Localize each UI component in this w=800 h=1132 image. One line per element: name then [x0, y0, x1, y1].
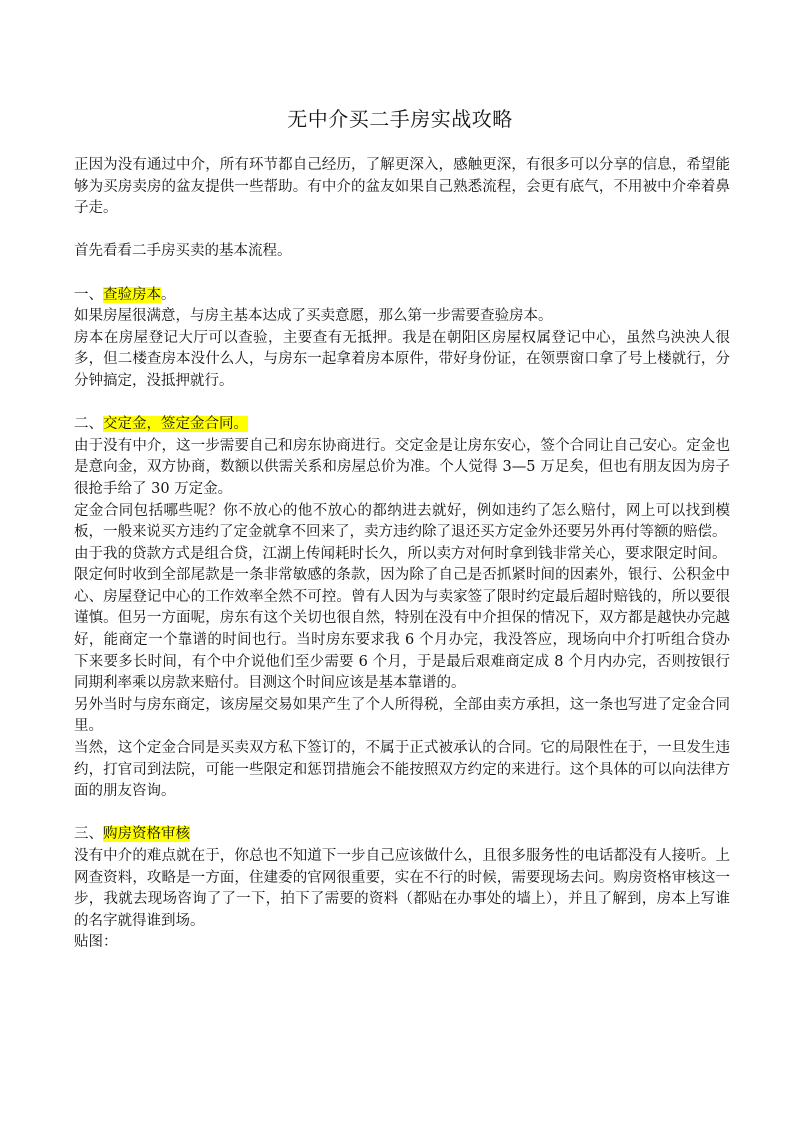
blank-line [74, 220, 730, 242]
section-number: 三、 [74, 826, 103, 843]
section-heading-1 [74, 285, 730, 307]
blank-line [74, 803, 730, 825]
section2-paragraph: 限定何时收到全部尾款是一条非常敏感的条款，因为除了自己是否抓紧时间的因素外，银行、公积金中心、房屋登记中心的工作效率全然不可控。曾有人因为与卖家签了限时约定最后超时赔钱的，所以要很谨慎。但另一方面呢，房东有这个关切也很自然，特别在没有中介担保的情况下，双方都是越快办完越好，能商定一个靠谱的时间也行。当时房东要求我 6 个月办完，我没答应，现场向中介打听组合贷办下来要多长时间，有个中介说他们至少需要 6 个月，于是最后艰难商定成 8 个月内办完，否则按银行同期利率乘以房款来赔付。目测这个时间应该是基本靠谱的。 [74, 567, 730, 692]
highlighted-heading: 购房资格审核 [103, 826, 190, 843]
section2-paragraph: 另外当时与房东商定，该房屋交易如果产生了个人所得税，全部由卖方承担，这一条也写进了定金合同里。 [74, 696, 730, 735]
section1-paragraph: 如果房屋很满意，与房主基本达成了买卖意愿，那么第一步需要查验房本。 [74, 308, 553, 325]
highlighted-heading: 查验房本 [103, 286, 161, 303]
document-body [74, 155, 730, 954]
blank-line [74, 393, 730, 415]
section2-paragraph: 由于没有中介，这一步需要自己和房东协商进行。交定金是让房东安心，签个合同让自己安心。定金也是意向金，双方协商，数额以供需关系和房屋总价为准。个人觉得 3—5 万足矣，但也有朋友因为房子很抢手给了 30 万定金。 [74, 437, 730, 497]
section3-paragraph: 贴图： [74, 934, 118, 951]
section2-paragraph: 当然，这个定金合同是买卖双方私下签订的，不属于正式被承认的合同。它的局限性在于，一旦发生违约，打官司到法院，可能一些限定和惩罚措施会不能按照双方约定的来进行。这个具体的可以向法律方面的朋友咨询。 [74, 740, 730, 800]
section3-paragraph: 没有中介的难点就在于，你总也不知道下一步自己应该做什么，且很多服务性的电话都没有人接听。上网查资料，攻略是一方面，住建委的官网很重要，实在不行的时候，需要现场去问。购房资格审核这一步，我就去现场咨询了了一下，拍下了需要的资料（都贴在办事处的墙上），并且了解到，房本上写谁的名字就得谁到场。 [74, 848, 730, 929]
heading-punctuation: 。 [161, 286, 176, 303]
section-number: 一、 [74, 286, 103, 303]
highlighted-heading: 交定金，签定金合同。 [103, 416, 248, 433]
section1-paragraph: 房本在房屋登记大厅可以查验，主要查有无抵押。我是在朝阳区房屋权属登记中心，虽然乌泱泱人很多，但二楼查房本没什么人，与房东一起拿着房本原件，带好身份证，在领票窗口拿了号上楼就行，分分钟搞定，没抵押就行。 [74, 329, 730, 389]
section-heading-2 [74, 414, 730, 436]
intro-paragraph: 正因为没有通过中介，所有环节都自己经历，了解更深入，感触更深，有很多可以分享的信息，希望能够为买房卖房的盆友提供一些帮助。有中介的盆友如果自己熟悉流程，会更有底气，不用被中介牵着鼻子走。 [74, 157, 730, 217]
section2-paragraph: 定金合同包括哪些呢？你不放心的他不放心的都纳进去就好，例如违约了怎么赔付，网上可以找到模板，一般来说买方违约了定金就拿不回来了，卖方违约除了退还买方定金外还要另外再付等额的赔偿。 [74, 502, 730, 541]
section-number: 二、 [74, 416, 103, 433]
overview-paragraph: 首先看看二手房买卖的基本流程。 [74, 243, 292, 260]
section-heading-3 [74, 824, 730, 846]
section2-paragraph: 由于我的贷款方式是组合贷，江湖上传闻耗时长久，所以卖方对何时拿到钱非常关心，要求限定时间。 [74, 545, 727, 562]
page-title: 无中介买二手房实战攻略 [287, 107, 513, 131]
blank-line [74, 263, 730, 285]
